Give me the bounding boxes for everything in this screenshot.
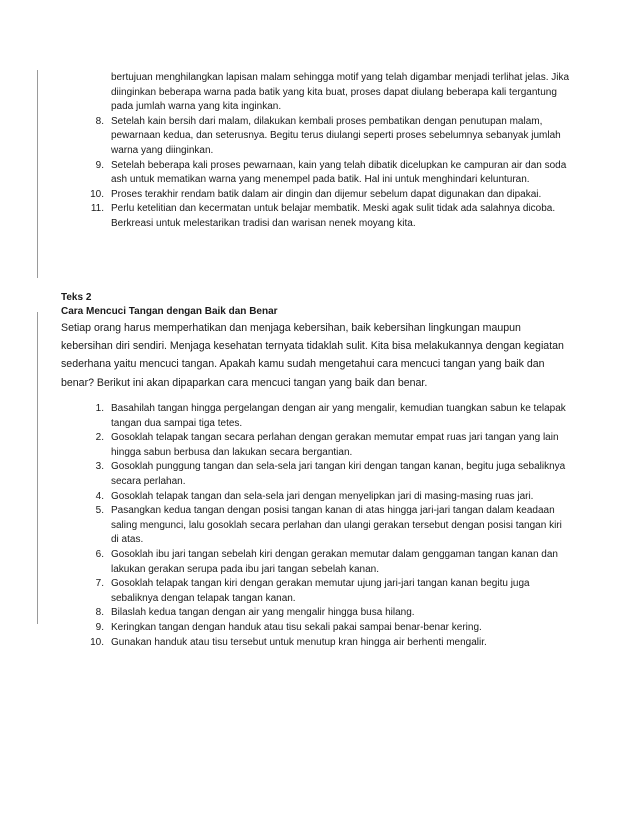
list-item: [80, 504, 570, 548]
list-item: [80, 115, 570, 159]
list-text: Setelah kain bersih dari malam, dilakukan kembali proses pembatikan dengan penutupan malam, pewarnaan kedua, dan seterusnya. Begitu terus diulangi seperti proses sebelumnya sebanyak jumlah warna yang diinginkan.: [111, 115, 561, 156]
list-item: [80, 460, 570, 489]
list-number: 5.: [95, 505, 104, 517]
list-text: Basahilah tangan hingga pergelangan dengan air yang mengalir, kemudian tuangkan sabun ke telapak tangan dua sampai tiga tetes.: [111, 403, 566, 429]
list-item: [80, 402, 570, 431]
list-text: Perlu ketelitian dan kecermatan untuk belajar membatik. Meski agak sulit tidak ada salahnya dicoba. Berkreasi untuk melestarikan tradisi dan warisan nenek moyang kita.: [111, 203, 556, 229]
list-text: Setelah beberapa kali proses pewarnaan, kain yang telah dibatik dicelupkan ke campuran air dan soda ash untuk mematikan warna yang menempel pada batik. Hal ini untuk menghindari kelunturan.: [111, 159, 567, 186]
list-text: Gosoklah telapak tangan dan sela-sela jari dengan menyelipkan jari di masing-masing ruas jari.: [111, 490, 534, 502]
list-number: 8.: [95, 607, 104, 619]
list-text: Proses terakhir rendam batik dalam air dingin dan dijemur sebelum dapat digunakan dan dipakai.: [111, 188, 542, 200]
list-item: [80, 202, 570, 231]
list-text: Gosoklah punggung tangan dan sela-sela jari tangan kiri dengan tangan kanan, begitu juga sebaliknya secara perlahan.: [111, 461, 566, 487]
list-text: Keringkan tangan dengan handuk atau tisu sekali pakai sampai benar-benar kering.: [111, 621, 482, 633]
list-text: Gunakan handuk atau tisu tersebut untuk menutup kran hingga air berhenti mengalir.: [111, 636, 487, 648]
list-text: Gosoklah telapak tangan kiri dengan gerakan memutar ujung jari-jari tangan kanan begitu juga sebaliknya dengan telapak tangan kanan.: [111, 578, 530, 604]
list-number: 9.: [95, 159, 104, 171]
list-text: Gosoklah ibu jari tangan sebelah kiri dengan gerakan memutar dalam genggaman tangan kanan dan lakukan gerakan serupa pada ibu jari tangan sebelah kanan.: [111, 548, 558, 575]
list-item: [80, 431, 570, 460]
list-number: 1.: [95, 403, 104, 414]
list-number: 6.: [95, 548, 104, 560]
list-item: [80, 188, 570, 203]
list-number: 7.: [95, 578, 104, 590]
list-item: [80, 606, 570, 621]
list-number: 8.: [95, 115, 104, 127]
list-text: Bilaslah kedua tangan dengan air yang mengalir hingga busa hilang.: [111, 607, 415, 619]
list-number: 10.: [90, 188, 104, 200]
margin-bar-top: [37, 70, 38, 278]
list-number: 2.: [95, 432, 104, 444]
list-item: [80, 548, 570, 577]
list-number: 11.: [90, 203, 104, 215]
list-text: Pasangkan kedua tangan dengan posisi tangan kanan di atas hingga jari-jari tangan dalam keadaan saling mengunci, lalu gosoklah secara perlahan dan ulangi gerakan tersebut dengan posisi tangan kiri di atas.: [111, 505, 562, 546]
section-title: Cara Mencuci Tangan dengan Baik dan Benar: [61, 306, 278, 317]
list-number: 3.: [95, 461, 104, 473]
list-number: 9.: [95, 621, 104, 633]
batik-steps-list: [80, 71, 570, 232]
list-text: Gosoklah telapak tangan secara perlahan dengan gerakan memutar empat ruas jari tangan yang lain hingga sabun berbusa dan lakukan secara bergantian.: [111, 432, 559, 458]
list-number: 4.: [95, 490, 104, 502]
handwash-steps-list: [80, 402, 570, 650]
margin-bar-bottom: [37, 312, 38, 624]
list-item: [80, 490, 570, 505]
intro-paragraph: Setiap orang harus memperhatikan dan menjaga kebersihan, baik kebersihan lingkungan maupun kebersihan diri sendiri. Menjaga kesehatan ternyata tidaklah sulit. Kita bisa melakukannya dengan kegiatan sederhana yaitu mencuci tangan. Apakah kamu sudah mengetahui cara mencuci tangan yang baik dan benar? Berikut ini akan dipaparkan cara mencuci tangan yang baik dan benar.: [61, 322, 564, 389]
list-item: [80, 621, 570, 636]
list-item: [80, 636, 570, 651]
list-item: [80, 577, 570, 606]
list-item-continuation: bertujuan menghilangkan lapisan malam sehingga motif yang telah digambar menjadi terlihat jelas. Jika diinginkan beberapa warna pada batik yang kita buat, proses dapat diulang beberapa kali tergantung pada jumlah warna yang kita inginkan.: [111, 72, 570, 113]
list-item: [80, 159, 570, 188]
list-number: 10.: [90, 636, 104, 648]
section-label: Teks 2: [61, 292, 92, 303]
